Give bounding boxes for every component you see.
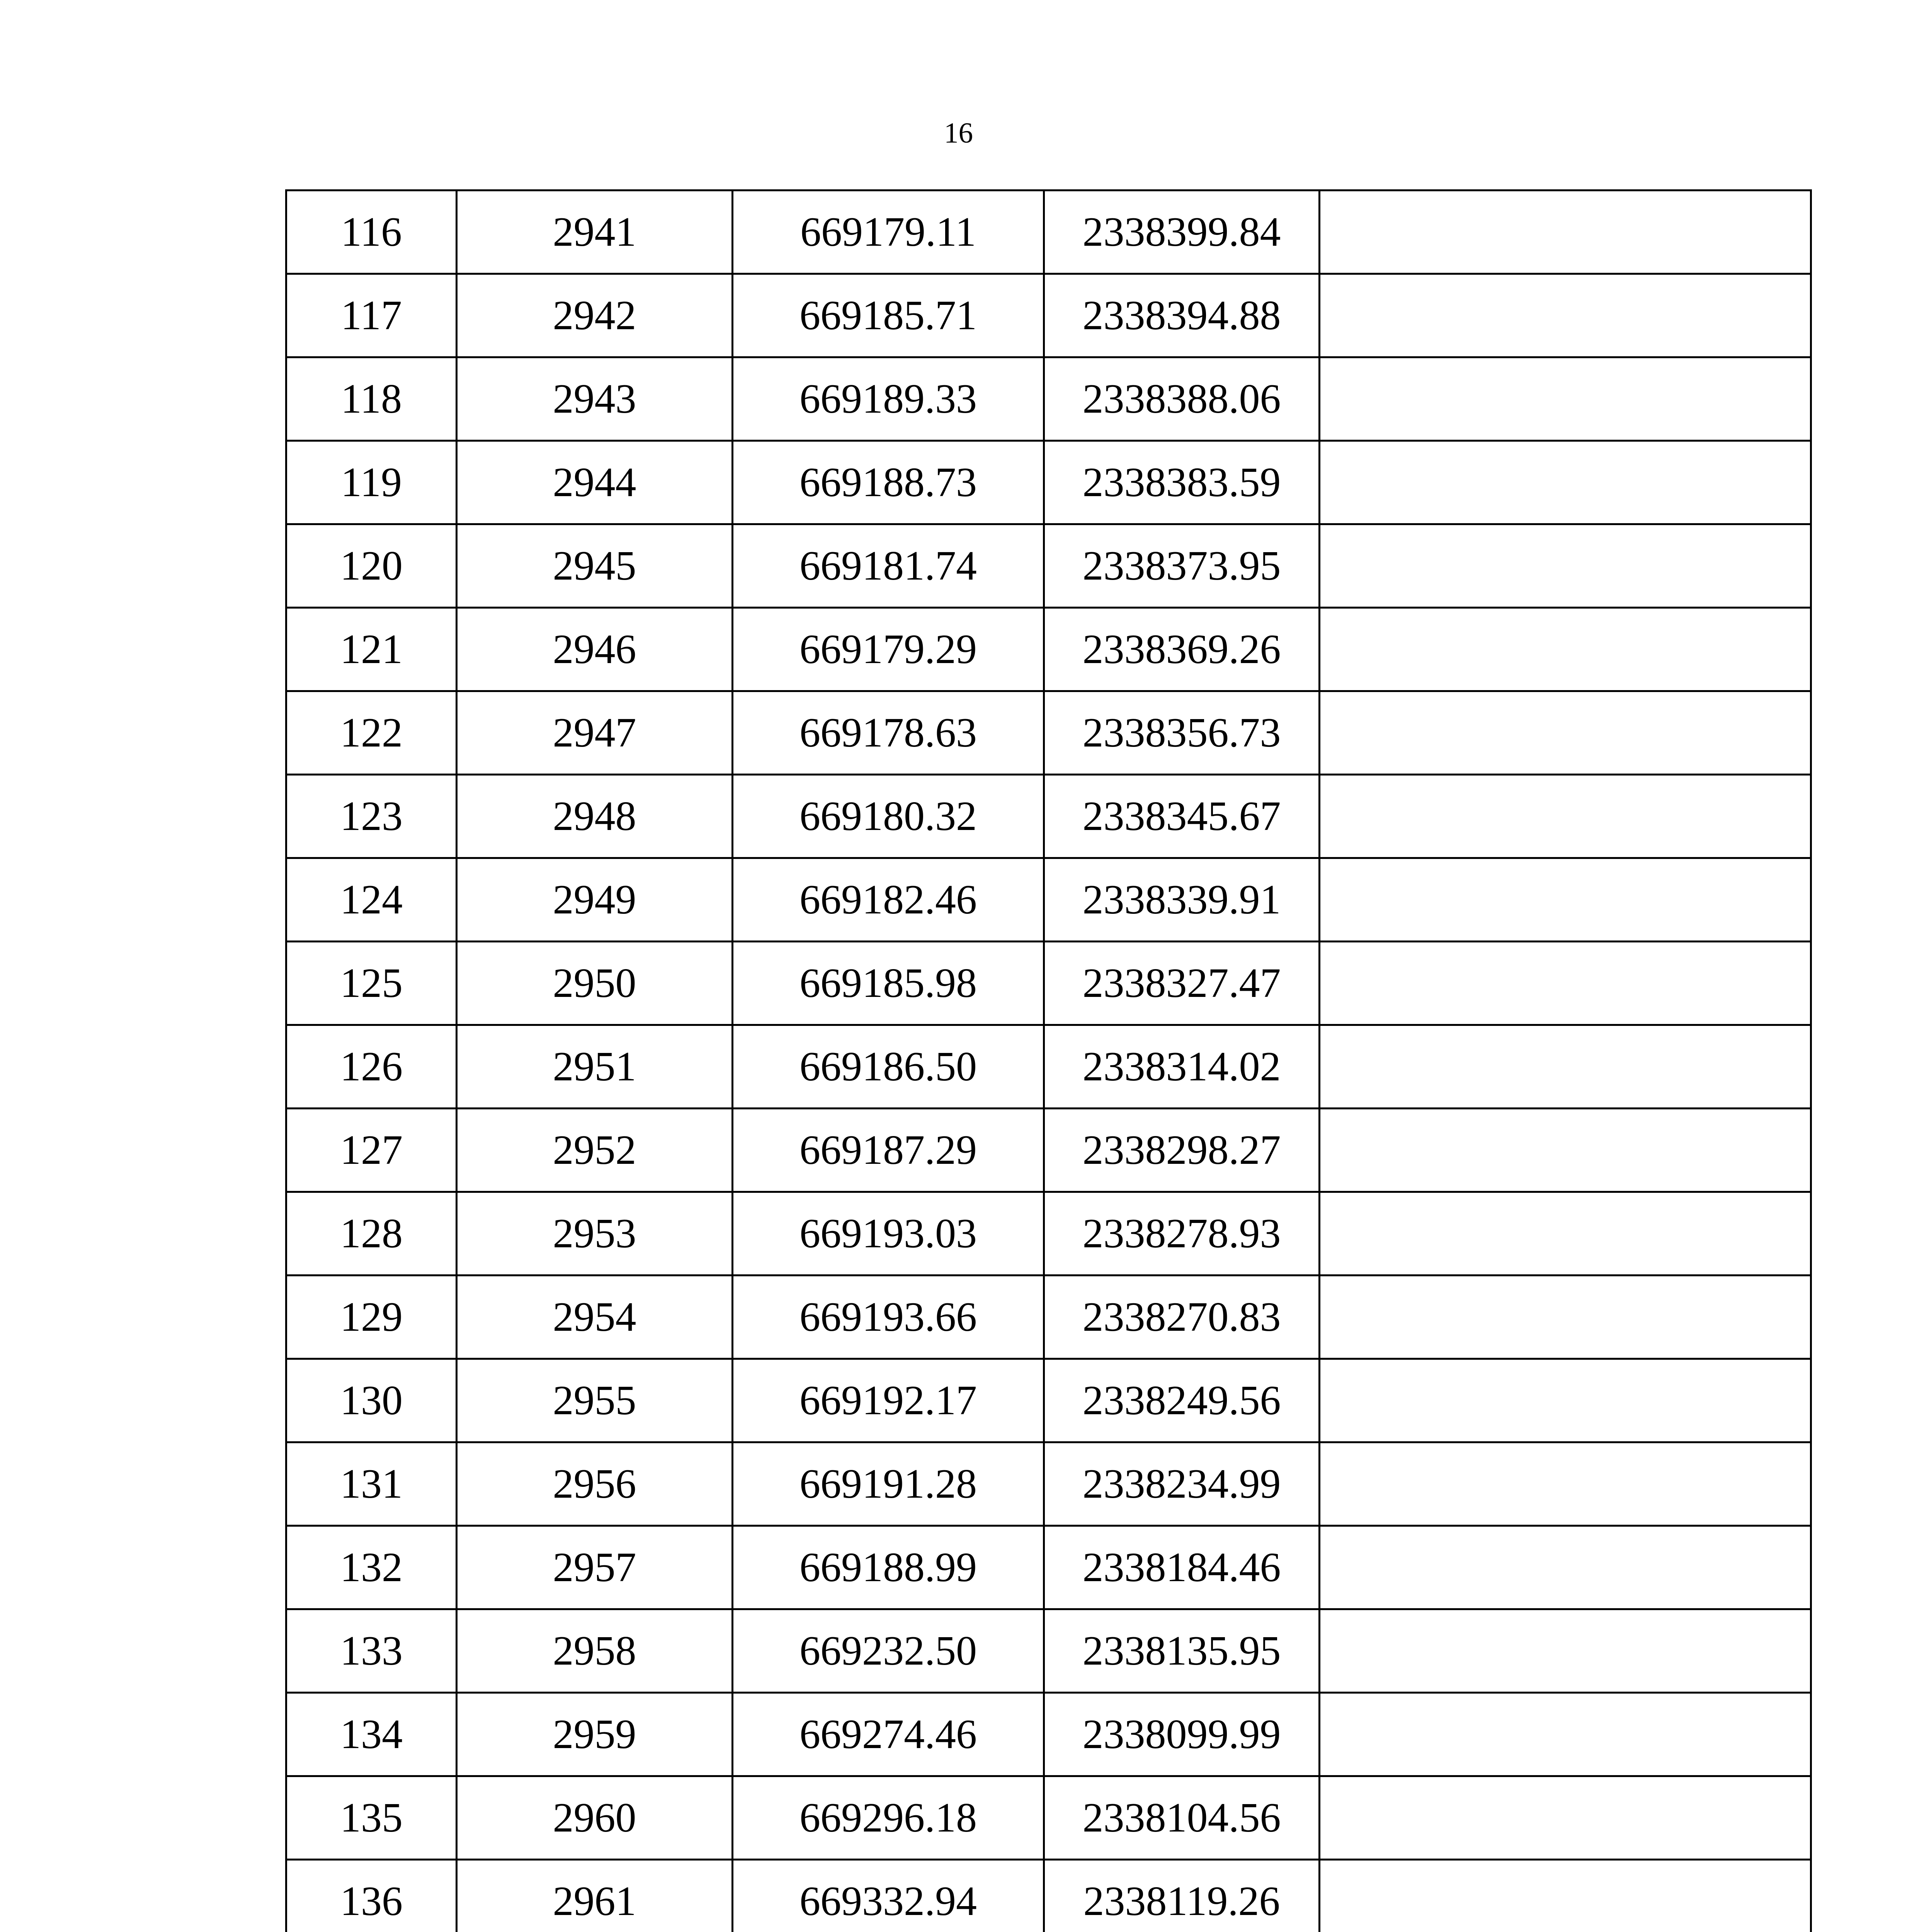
point-id-cell: 2944 [457,441,733,524]
point-id-cell: 2961 [457,1860,733,1932]
point-id-cell: 2960 [457,1776,733,1860]
remarks-cell [1320,1776,1811,1860]
remarks-cell [1320,858,1811,942]
remarks-cell [1320,942,1811,1025]
x-coordinate-cell: 669182.46 [733,858,1044,942]
point-id-cell: 2947 [457,691,733,775]
remarks-cell [1320,1276,1811,1359]
y-coordinate-cell: 2338099.99 [1044,1693,1320,1776]
table-row [286,1276,1811,1359]
coordinate-table [285,189,1812,1932]
remarks-cell [1320,274,1811,357]
remarks-cell [1320,1609,1811,1693]
x-coordinate-cell: 669181.74 [733,524,1044,608]
remarks-cell [1320,691,1811,775]
x-coordinate-cell: 669232.50 [733,1609,1044,1693]
table-row [286,1776,1811,1860]
point-id-cell: 2948 [457,775,733,858]
table-row [286,1025,1811,1109]
point-id-cell: 2958 [457,1609,733,1693]
row-index-cell: 130 [286,1359,457,1442]
row-index-cell: 124 [286,858,457,942]
x-coordinate-cell: 669186.50 [733,1025,1044,1109]
table-row [286,775,1811,858]
table-row [286,357,1811,441]
row-index-cell: 134 [286,1693,457,1776]
y-coordinate-cell: 2338270.83 [1044,1276,1320,1359]
row-index-cell: 120 [286,524,457,608]
x-coordinate-cell: 669296.18 [733,1776,1044,1860]
point-id-cell: 2942 [457,274,733,357]
table-row [286,441,1811,524]
table-row [286,1109,1811,1192]
x-coordinate-cell: 669180.32 [733,775,1044,858]
point-id-cell: 2951 [457,1025,733,1109]
remarks-cell [1320,190,1811,274]
point-id-cell: 2957 [457,1526,733,1609]
remarks-cell [1320,1192,1811,1276]
remarks-cell [1320,1526,1811,1609]
table-row [286,608,1811,691]
row-index-cell: 128 [286,1192,457,1276]
row-index-cell: 126 [286,1025,457,1109]
y-coordinate-cell: 2338327.47 [1044,942,1320,1025]
y-coordinate-cell: 2338345.67 [1044,775,1320,858]
remarks-cell [1320,357,1811,441]
row-index-cell: 119 [286,441,457,524]
y-coordinate-cell: 2338314.02 [1044,1025,1320,1109]
row-index-cell: 135 [286,1776,457,1860]
x-coordinate-cell: 669187.29 [733,1109,1044,1192]
point-id-cell: 2943 [457,357,733,441]
y-coordinate-cell: 2338388.06 [1044,357,1320,441]
coordinate-table-body [286,190,1811,1932]
y-coordinate-cell: 2338339.91 [1044,858,1320,942]
table-row [286,1693,1811,1776]
y-coordinate-cell: 2338119.26 [1044,1860,1320,1932]
table-row [286,1609,1811,1693]
x-coordinate-cell: 669179.11 [733,190,1044,274]
y-coordinate-cell: 2338383.59 [1044,441,1320,524]
x-coordinate-cell: 669191.28 [733,1442,1044,1526]
remarks-cell [1320,775,1811,858]
x-coordinate-cell: 669188.73 [733,441,1044,524]
table-row [286,190,1811,274]
remarks-cell [1320,1693,1811,1776]
y-coordinate-cell: 2338135.95 [1044,1609,1320,1693]
x-coordinate-cell: 669185.71 [733,274,1044,357]
point-id-cell: 2945 [457,524,733,608]
y-coordinate-cell: 2338399.84 [1044,190,1320,274]
remarks-cell [1320,1860,1811,1932]
row-index-cell: 123 [286,775,457,858]
remarks-cell [1320,441,1811,524]
row-index-cell: 117 [286,274,457,357]
y-coordinate-cell: 2338234.99 [1044,1442,1320,1526]
row-index-cell: 136 [286,1860,457,1932]
table-row [286,691,1811,775]
point-id-cell: 2956 [457,1442,733,1526]
page-number: 16 [944,117,973,149]
row-index-cell: 129 [286,1276,457,1359]
remarks-cell [1320,608,1811,691]
table-row [286,1860,1811,1932]
remarks-cell [1320,1025,1811,1109]
point-id-cell: 2949 [457,858,733,942]
row-index-cell: 127 [286,1109,457,1192]
x-coordinate-cell: 669192.17 [733,1359,1044,1442]
row-index-cell: 133 [286,1609,457,1693]
remarks-cell [1320,1359,1811,1442]
point-id-cell: 2954 [457,1276,733,1359]
table-row [286,1359,1811,1442]
x-coordinate-cell: 669178.63 [733,691,1044,775]
point-id-cell: 2950 [457,942,733,1025]
y-coordinate-cell: 2338184.46 [1044,1526,1320,1609]
x-coordinate-cell: 669332.94 [733,1860,1044,1932]
y-coordinate-cell: 2338278.93 [1044,1192,1320,1276]
row-index-cell: 116 [286,190,457,274]
table-row [286,1442,1811,1526]
y-coordinate-cell: 2338298.27 [1044,1109,1320,1192]
y-coordinate-cell: 2338373.95 [1044,524,1320,608]
row-index-cell: 121 [286,608,457,691]
point-id-cell: 2941 [457,190,733,274]
remarks-cell [1320,1109,1811,1192]
table-row [286,1192,1811,1276]
remarks-cell [1320,1442,1811,1526]
x-coordinate-cell: 669189.33 [733,357,1044,441]
table-row [286,942,1811,1025]
y-coordinate-cell: 2338369.26 [1044,608,1320,691]
y-coordinate-cell: 2338104.56 [1044,1776,1320,1860]
remarks-cell [1320,524,1811,608]
row-index-cell: 122 [286,691,457,775]
row-index-cell: 118 [286,357,457,441]
table-row [286,274,1811,357]
point-id-cell: 2955 [457,1359,733,1442]
y-coordinate-cell: 2338356.73 [1044,691,1320,775]
row-index-cell: 132 [286,1526,457,1609]
table-row [286,524,1811,608]
x-coordinate-cell: 669185.98 [733,942,1044,1025]
x-coordinate-cell: 669193.03 [733,1192,1044,1276]
table-row [286,858,1811,942]
point-id-cell: 2953 [457,1192,733,1276]
point-id-cell: 2959 [457,1693,733,1776]
y-coordinate-cell: 2338394.88 [1044,274,1320,357]
table-row [286,1526,1811,1609]
x-coordinate-cell: 669193.66 [733,1276,1044,1359]
x-coordinate-cell: 669274.46 [733,1693,1044,1776]
x-coordinate-cell: 669188.99 [733,1526,1044,1609]
row-index-cell: 131 [286,1442,457,1526]
row-index-cell: 125 [286,942,457,1025]
y-coordinate-cell: 2338249.56 [1044,1359,1320,1442]
x-coordinate-cell: 669179.29 [733,608,1044,691]
point-id-cell: 2946 [457,608,733,691]
point-id-cell: 2952 [457,1109,733,1192]
